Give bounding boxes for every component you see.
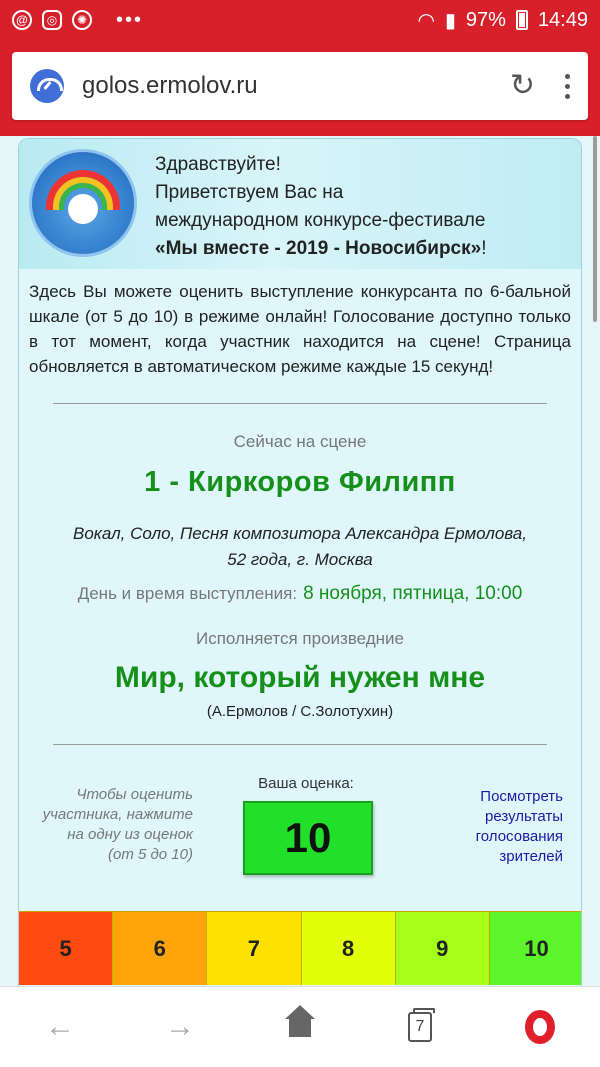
performer-name: 1 - Киркоров Филипп bbox=[144, 466, 456, 498]
status-bar bbox=[0, 0, 600, 40]
opera-icon bbox=[525, 1010, 555, 1044]
greeting-line: Приветствуем Вас на bbox=[155, 182, 344, 203]
score-button-6[interactable]: 6 bbox=[113, 912, 207, 985]
page-content[interactable] bbox=[0, 136, 600, 986]
clock: 14:49 bbox=[537, 8, 588, 31]
datetime-value: 8 ноября, пятница, 10:00 bbox=[303, 583, 523, 604]
datetime-label: День и время выступления: bbox=[77, 584, 298, 603]
score-buttons bbox=[19, 911, 582, 985]
home-icon bbox=[285, 1015, 315, 1039]
festival-logo bbox=[29, 149, 137, 257]
browser-toolbar bbox=[0, 40, 600, 136]
details-line: Вокал, Соло, Песня композитора Александра Ермолова, bbox=[73, 524, 527, 543]
details-line: 52 года, г. Москва bbox=[227, 550, 373, 569]
hint-line: Чтобы оценить bbox=[76, 786, 193, 803]
greeting-line: Здравствуйте! bbox=[155, 154, 281, 175]
view-results-link[interactable] bbox=[439, 787, 563, 867]
score-button-10[interactable]: 10 bbox=[490, 912, 582, 985]
current-score: 10 bbox=[243, 801, 373, 875]
hint-line: на одну из оценок bbox=[67, 826, 193, 843]
results-line[interactable]: результаты bbox=[485, 808, 563, 825]
scrollbar[interactable] bbox=[593, 136, 597, 322]
results-line[interactable]: зрителей bbox=[499, 848, 563, 865]
bottom-navigation bbox=[0, 986, 600, 1067]
at-icon: @ bbox=[12, 10, 32, 30]
battery-icon bbox=[516, 10, 528, 30]
score-button-7[interactable]: 7 bbox=[207, 912, 301, 985]
festival-name: «Мы вместе - 2019 - Новосибирск» bbox=[155, 238, 482, 259]
reload-icon[interactable]: ↻ bbox=[509, 69, 535, 102]
piece-label: Исполняется произведние bbox=[195, 629, 405, 648]
voting-card bbox=[18, 138, 582, 986]
bank-icon: ✺ bbox=[72, 10, 92, 30]
greeting-line: международном конкурсе-фестивале bbox=[155, 210, 486, 231]
tabs-icon: 7 bbox=[408, 1012, 432, 1042]
forward-arrow-icon[interactable]: → bbox=[165, 1010, 195, 1043]
hint-line: (от 5 до 10) bbox=[108, 846, 193, 863]
results-line[interactable]: Посмотреть bbox=[480, 788, 563, 805]
stage-label: Сейчас на сцене bbox=[233, 432, 367, 451]
battery-percent: 97% bbox=[465, 8, 506, 31]
performer-details bbox=[19, 521, 581, 573]
signal-icon: ▮ bbox=[444, 9, 456, 32]
url-text[interactable]: golos.ermolov.ru bbox=[82, 72, 258, 99]
score-button-8[interactable]: 8 bbox=[302, 912, 396, 985]
more-icon: ••• bbox=[116, 9, 144, 31]
menu-kebab-icon[interactable] bbox=[565, 74, 570, 99]
intro-text: Здесь Вы можете оценить выступление конкурсанта по 6-бальной шкале (от 5 до 10) в режиме онлайн! Голосование доступно только в тот момент, когда участник находится на сцене! Страница обновляется в автоматическом режиме каждые 15 секунд! bbox=[29, 282, 571, 376]
address-bar[interactable] bbox=[12, 52, 588, 120]
performance-datetime bbox=[19, 583, 581, 605]
rating-hint bbox=[39, 785, 193, 865]
divider bbox=[53, 403, 547, 404]
tabs-button[interactable] bbox=[390, 997, 450, 1057]
festival-header bbox=[19, 139, 581, 269]
score-button-5[interactable]: 5 bbox=[19, 912, 113, 985]
score-button-9[interactable]: 9 bbox=[396, 912, 490, 985]
festival-suffix: ! bbox=[481, 238, 487, 259]
your-score-label: Ваша оценка: bbox=[258, 775, 354, 792]
greeting bbox=[155, 149, 486, 269]
home-button[interactable] bbox=[270, 997, 330, 1057]
wifi-icon: ◠ bbox=[417, 9, 435, 32]
instagram-icon: ◎ bbox=[42, 10, 62, 30]
piece-authors: (А.Ермолов / С.Золотухин) bbox=[206, 703, 394, 720]
speed-dial-icon[interactable] bbox=[30, 69, 64, 103]
rating-area bbox=[19, 745, 581, 865]
back-arrow-icon[interactable]: ← bbox=[45, 1010, 75, 1043]
opera-menu-button[interactable] bbox=[510, 997, 570, 1057]
hint-line: участника, нажмите bbox=[42, 806, 193, 823]
piece-title: Мир, который нужен мне bbox=[114, 661, 486, 694]
results-line[interactable]: голосования bbox=[475, 828, 563, 845]
